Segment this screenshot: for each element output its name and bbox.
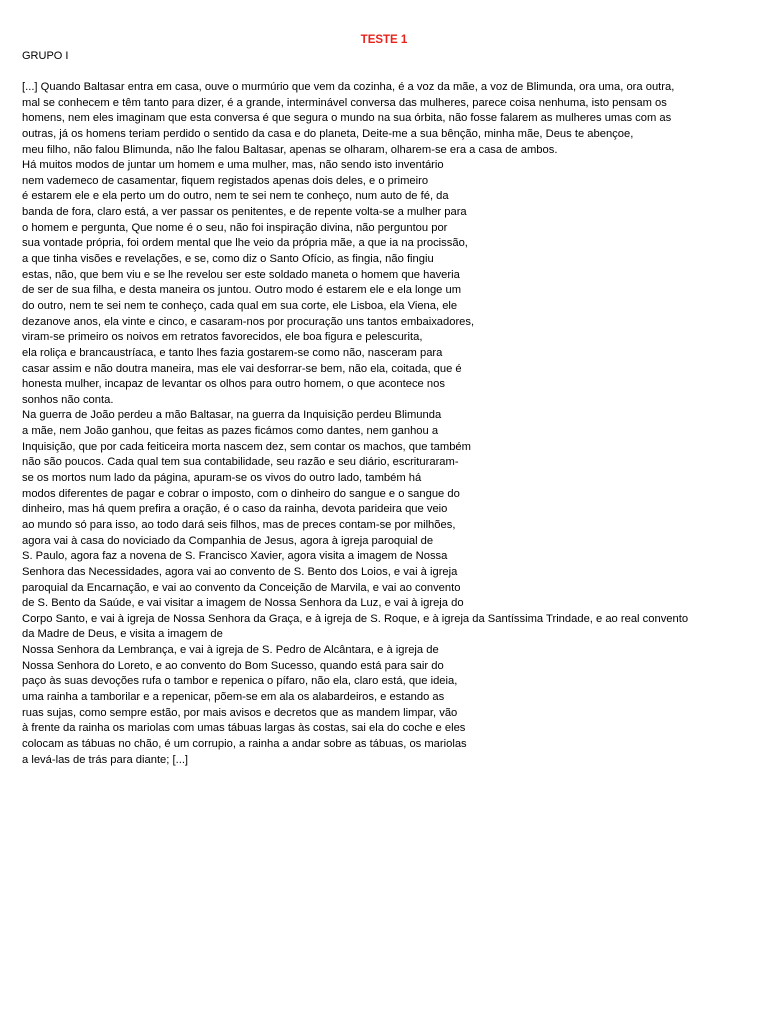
text-line: homens, nem eles imaginam que esta conversa é que segura o mundo na sua órbita, não fosse falarem as mulheres umas com as xyxy=(22,112,672,125)
text-line: à frente da rainha os mariolas com umas tábuas largas às costas, sai ela do coche e eles xyxy=(22,722,466,735)
text-line: se os mortos num lado da página, apuram-se os vivos do outro lado, também há xyxy=(22,472,422,485)
text-line: outras, já os homens teriam perdido o sentido da casa e do planeta, Deite-me a sua bênção, minha mãe, Deus te abençoe, xyxy=(22,127,634,140)
text-line: dinheiro, mas há quem prefira a oração, é o caso da rainha, devota parideira que veio xyxy=(22,503,448,516)
text-line: paço às suas devoções rufa o tambor e repenica o pífaro, não ela, claro está, que ideia, xyxy=(22,675,458,688)
text-line: Nossa Senhora do Loreto, e ao convento do Bom Sucesso, quando está para sair do xyxy=(22,659,444,672)
text-line: a que tinha visões e revelações, e se, como diz o Santo Ofício, as fingia, não fingiu xyxy=(22,253,434,266)
text-line: da Madre de Deus, e visita a imagem de xyxy=(22,628,223,641)
text-line: é estarem ele e ela perto um do outro, nem te sei nem te conheço, num auto de fé, da xyxy=(22,190,449,203)
text-line: casar assim e não doutra maneira, mas ele vai desforrar-se bem, não ela, coitada, que é xyxy=(22,362,462,375)
text-line: uma rainha a tamborilar e a repenicar, põem-se em ala os alabardeiros, e estando as xyxy=(22,690,445,703)
text-line: não são poucos. Cada qual tem sua contabilidade, seu razão e seu diário, escrituraram- xyxy=(22,456,459,469)
text-line: Corpo Santo, e vai à igreja de Nossa Senhora da Graça, e à igreja de S. Roque, e à igreja da Santíssima Trindade, e ao real convento xyxy=(22,612,689,625)
text-line: agora vai à casa do noviciado da Companhia de Jesus, agora à igreja paroquial de xyxy=(22,534,434,547)
text-line: nem vademeco de casamentar, fiquem registados apenas dois deles, e o primeiro xyxy=(22,174,429,187)
text-line: estas, não, que bem viu e se lhe revelou ser este soldado maneta o homem que haveria xyxy=(22,268,460,281)
document-title: TESTE 1 xyxy=(360,34,408,46)
text-line: do outro, nem te sei nem te conheço, cada qual em sua corte, ele Lisboa, ela Viena, ele xyxy=(22,299,458,312)
text-line: sonhos não conta. xyxy=(22,393,114,406)
text-line: viram-se primeiro os noivos em retratos favorecidos, ele boa figura e pelescurita, xyxy=(22,331,423,344)
text-line: mal se conhecem e têm tanto para dizer, é a grande, interminável conversa das mulheres, parece coisa nenhuma, isto pensam os xyxy=(22,96,667,109)
text-line: ao mundo só para isso, ao todo dará seis filhos, mas de preces contam-se por milhões, xyxy=(22,518,456,531)
text-line: Há muitos modos de juntar um homem e uma mulher, mas, não sendo isto inventário xyxy=(22,159,444,172)
section-heading: GRUPO I xyxy=(22,50,69,62)
text-line: ruas sujas, como sempre estão, por mais avisos e decretos que as mandem limpar, vão xyxy=(22,706,458,719)
text-line: Inquisição, que por cada feiticeira morta nascem dez, sem contar os machos, que também xyxy=(22,440,471,453)
text-line: meu filho, não falou Blimunda, não lhe falou Baltasar, apenas se olharam, olharem-se era a casa de ambos. xyxy=(22,143,558,156)
text-line: a mãe, nem João ganhou, que feitas as pazes ficámos como dantes, nem ganhou a xyxy=(22,425,439,438)
text-line: banda de fora, claro está, a ver passar os penitentes, e de repente volta-se a mulher para xyxy=(22,206,467,219)
text-line: dezanove anos, ela vinte e cinco, e casaram-nos por procuração uns tantos embaixadores, xyxy=(22,315,475,328)
text-line: honesta mulher, incapaz de levantar os olhos para outro homem, o que acontece nos xyxy=(22,378,445,391)
text-line: a levá-las de trás para diante; [...] xyxy=(22,753,189,766)
text-line: colocam as tábuas no chão, é um corrupio, a rainha a andar sobre as tábuas, os mariolas xyxy=(22,737,467,750)
text-line: modos diferentes de pagar e cobrar o imposto, com o dinheiro do sangue e o sangue do xyxy=(22,487,460,500)
text-line: de S. Bento da Saúde, e vai visitar a imagem de Nossa Senhora da Luz, e vai à igreja do xyxy=(22,597,464,610)
text-line: [...] Quando Baltasar entra em casa, ouve o murmúrio que vem da cozinha, é a voz da mãe, a voz de Blimunda, ora uma, ora outra, xyxy=(22,81,675,93)
text-line: Senhora das Necessidades, agora vai ao convento de S. Bento dos Loios, e vai à igreja xyxy=(22,565,458,578)
text-line: ela roliça e brancaustríaca, e tanto lhes fazia gostarem-se como não, nasceram para xyxy=(22,346,443,359)
document-text-body xyxy=(22,80,752,768)
text-line: o homem e pergunta, Que nome é o seu, não foi inspiração divina, não perguntou por xyxy=(22,221,448,234)
text-line: Nossa Senhora da Lembrança, e vai à igreja de S. Pedro de Alcântara, e à igreja de xyxy=(22,644,439,657)
text-line: sua vontade própria, foi ordem mental que lhe veio da própria mãe, a que ia na procissão, xyxy=(22,237,468,250)
text-line: Na guerra de João perdeu a mão Baltasar, na guerra da Inquisição perdeu Blimunda xyxy=(22,409,442,422)
text-line: paroquial da Encarnação, e vai ao convento da Conceição de Marvila, e vai ao convento xyxy=(22,581,461,594)
text-line: de ser de sua filha, e desta maneira os juntou. Outro modo é estarem ele e ela longe um xyxy=(22,284,462,297)
text-line: S. Paulo, agora faz a novena de S. Francisco Xavier, agora visita a imagem de Nossa xyxy=(22,550,448,563)
